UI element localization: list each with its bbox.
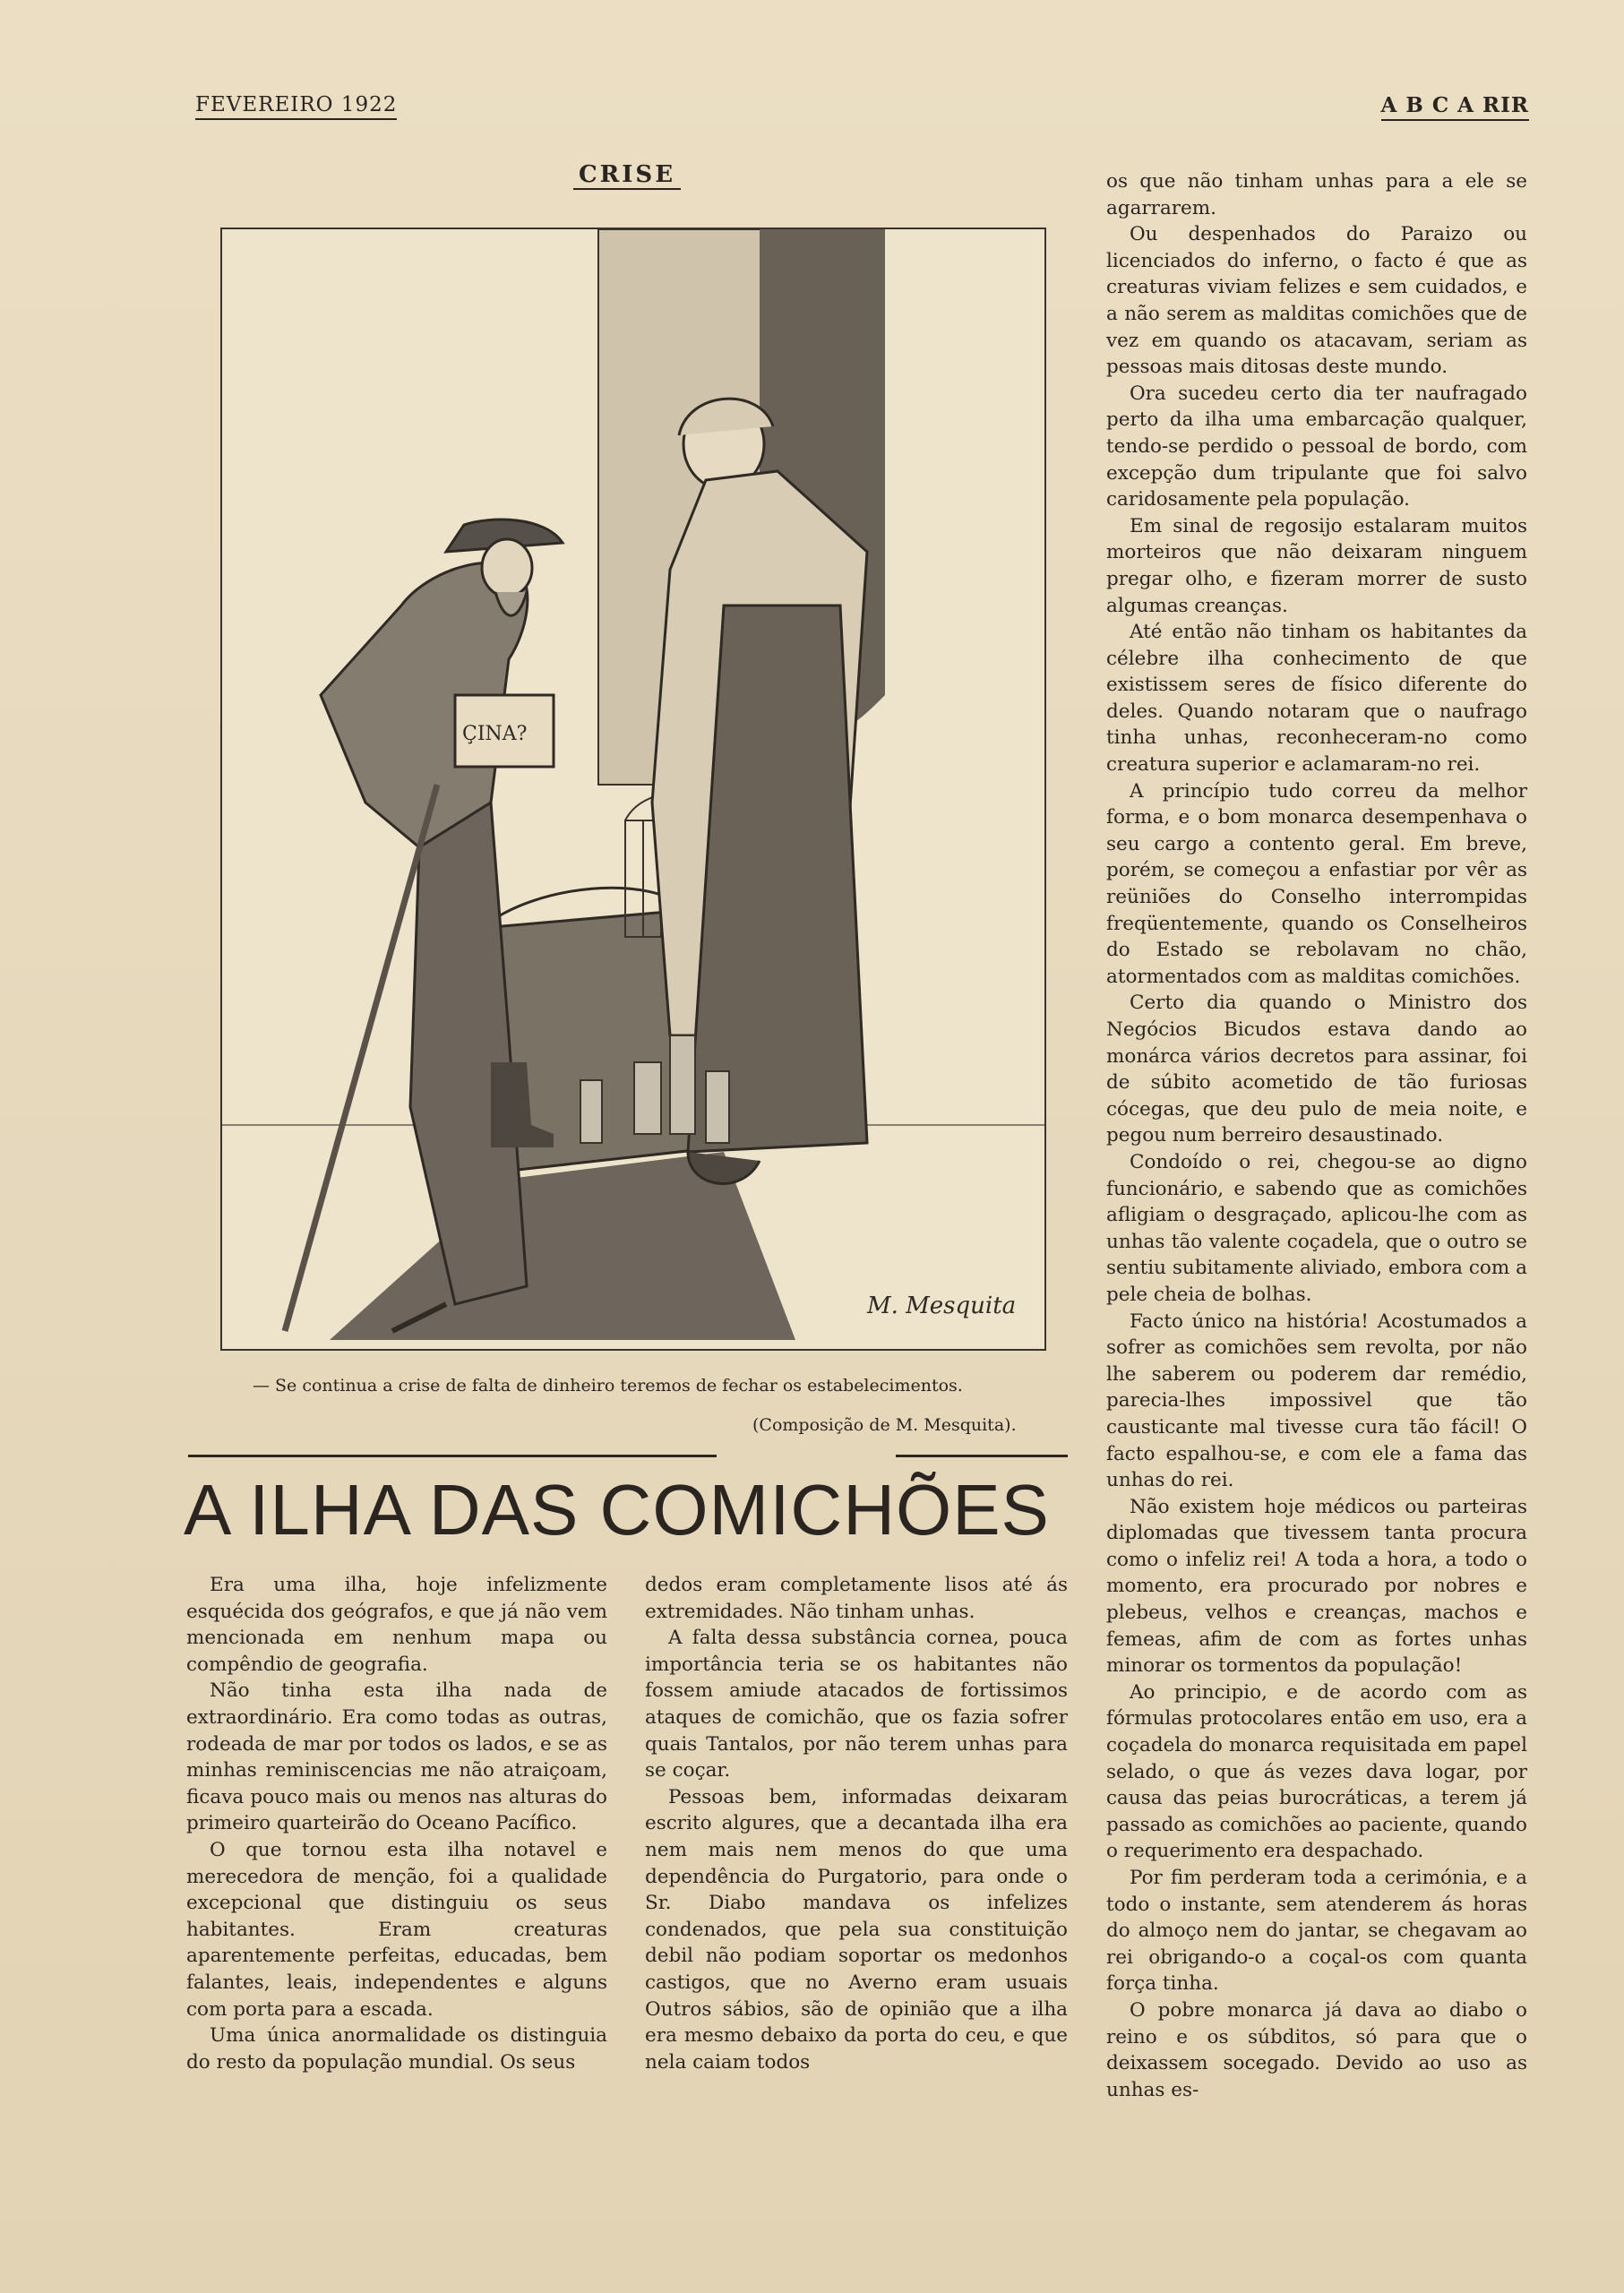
paragraph: Facto único na história! Acostumados a sofrer as comichões sem revolta, por não lhe saberem ou poderem dar remédio, parecia-lhes impossivel que tão causticante mal tivesse cura tão fácil! O facto espalhou-se, e com ele a fama das unhas do rei. <box>1106 1310 1527 1492</box>
article-headline: A ILHA DAS COMICHÕES <box>184 1470 1050 1550</box>
paragraph: O que tornou esta ilha notavel e merecedora de menção, foi a qualidade excepcional que distinguiu os seus habitantes. Eram creaturas aparentemente perfeitas, educadas, bem falantes, leais, independentes e alguns com porta para a escada. <box>186 1838 607 2021</box>
paragraph: Ou despenhados do Paraizo ou licenciados do inferno, o facto é que as creaturas viviam felizes e sem cuidados, e a não serem as malditas comichões que de vez em quando os atacavam, seriam as pessoas mais ditosas deste mundo. <box>1106 223 1527 379</box>
cartoon-credit: (Composição de M. Mesquita). <box>752 1415 1017 1435</box>
headline-rule-right <box>896 1455 1068 1457</box>
paragraph: A princípio tudo correu da melhor forma, e o bom monarca desempenhava o seu cargo a contento geral. Em breve, porém, se começou a enfastiar por vêr as reüniões do Conselho interrompidas freqüentemente, quando os Conselheiros do Estado se rebolavam no chão, atormentados com as malditas comichões. <box>1106 779 1527 988</box>
paragraph: os que não tinham unhas para a ele se agarrarem. <box>1106 170 1527 219</box>
paragraph: Uma única anormalidade os distinguia do resto da população mundial. Os seus <box>186 2024 607 2074</box>
paragraph: A falta dessa substância cornea, pouca importância teria se os habitantes não fossem amiude atacados de fortissimos ataques de comichão, que os fazia sofrer quais Tantalos, por não terem unhas para se coçar. <box>645 1627 1068 1782</box>
paragraph: Até então não tinham os habitantes da célebre ilha conhecimento de que existissem seres de físico diferente do deles. Quando notaram que o naufrago tinha unhas, reconheceram-no como creatura superior e aclamaram-no rei. <box>1106 621 1527 777</box>
headline-rule-left <box>188 1455 717 1457</box>
cartoon-title: CRISE <box>573 161 681 190</box>
paragraph: Condoído o rei, chegou-se ao digno funcionário, e sabendo que as comichões afligiam o desgraçado, aplicou-lhe com as unhas tão valente coçadela, que o outro se sentiu subitamente aliviado, embora com a pele cheia de bolhas. <box>1106 1150 1527 1306</box>
paragraph: Certo dia quando o Ministro dos Negócios Bicudos estava dando ao monárca vários decretos para assinar, foi de súbito acometido de tão furiosas cócegas, que deu pulo de meia noite, e pegou num berreiro desaustinado. <box>1106 992 1527 1147</box>
paragraph: Por fim perderam toda a cerimónia, e a todo o instante, sem atenderem ás horas do almoço nem do jantar, se chegavam ao rei obrigando-o a coçal-os com quanta força tinha. <box>1106 1867 1527 1996</box>
paragraph: Não existem hoje médicos ou parteiras diplomadas que tivessem tanta procura como o infeliz rei! A toda a hora, a todo o momento, era procurado por nobres e plebeus, velhos e creanças, machos e femeas, afim de com as fortes unhas minorar os tormentos da população! <box>1106 1495 1527 1678</box>
box-label: ÇINA? <box>462 723 528 745</box>
artist-signature: M. Mesquita <box>867 1292 1017 1319</box>
cartoon-caption: — Se continua a crise de falta de dinheiro teremos de fechar os estabelecimentos. <box>253 1376 963 1396</box>
paragraph: Ora sucedeu certo dia ter naufragado perto da ilha uma embarcação qualquer, tendo-se perdido o pessoal de bordo, com excepção dum tripulante que foi salvo caridosamente pela população. <box>1106 382 1527 511</box>
article-column-1 <box>186 1572 607 2075</box>
article-column-2 <box>645 1572 1068 2075</box>
paragraph: Ao principio, e de acordo com as fórmulas protocolares então em uso, era a coçadela do monarca requisitada em papel selado, o que ás vezes dava logar, por causa das peias burocráticas, a terem já passado as comichões ao paciente, quando o requerimento era despachado. <box>1106 1680 1527 1863</box>
article-column-3 <box>1106 168 1527 2103</box>
magazine-name: A B C A RIR <box>1381 93 1529 121</box>
paragraph: Em sinal de regosijo estalaram muitos morteiros que não deixaram ninguem pregar olho, e fizeram morrer de susto algumas creanças. <box>1106 514 1527 617</box>
paragraph: Era uma ilha, hoje infelizmente esquécida dos geógrafos, e que já não vem mencionada em nenhum mapa ou compêndio de geografia. <box>186 1574 607 1676</box>
collection-box <box>455 695 554 767</box>
paragraph: dedos eram completamente lisos até ás extremidades. Não tinham unhas. <box>645 1574 1068 1623</box>
paragraph: O pobre monarca já dava ao diabo o reino e os súbditos, só para que o deixassem socegado. Devido ao uso as unhas es- <box>1106 1998 1527 2101</box>
cartoon-illustration <box>220 228 1046 1351</box>
paragraph: Não tinha esta ilha nada de extraordinário. Era como todas as outras, rodeada de mar por todos os lados, e se as minhas reminiscencias me não atraiçoam, ficava pouco mais ou menos nas alturas do primeiro quarteirão do Oceano Pacífico. <box>186 1679 607 1835</box>
paragraph: Pessoas bem, informadas deixaram escrito algures, que a decantada ilha era nem mais nem menos do que uma dependência do Purgatorio, para onde o Sr. Diabo mandava os infelizes condenados, que pela sua constituição debil não podiam soportar os medonhos castigos, que no Averno eram usuais Outros sábios, são de opinião que a ilha era mesmo debaixo da porta do ceu, e que nela caiam todos <box>645 1785 1068 2074</box>
issue-date: FEVEREIRO 1922 <box>195 93 397 120</box>
